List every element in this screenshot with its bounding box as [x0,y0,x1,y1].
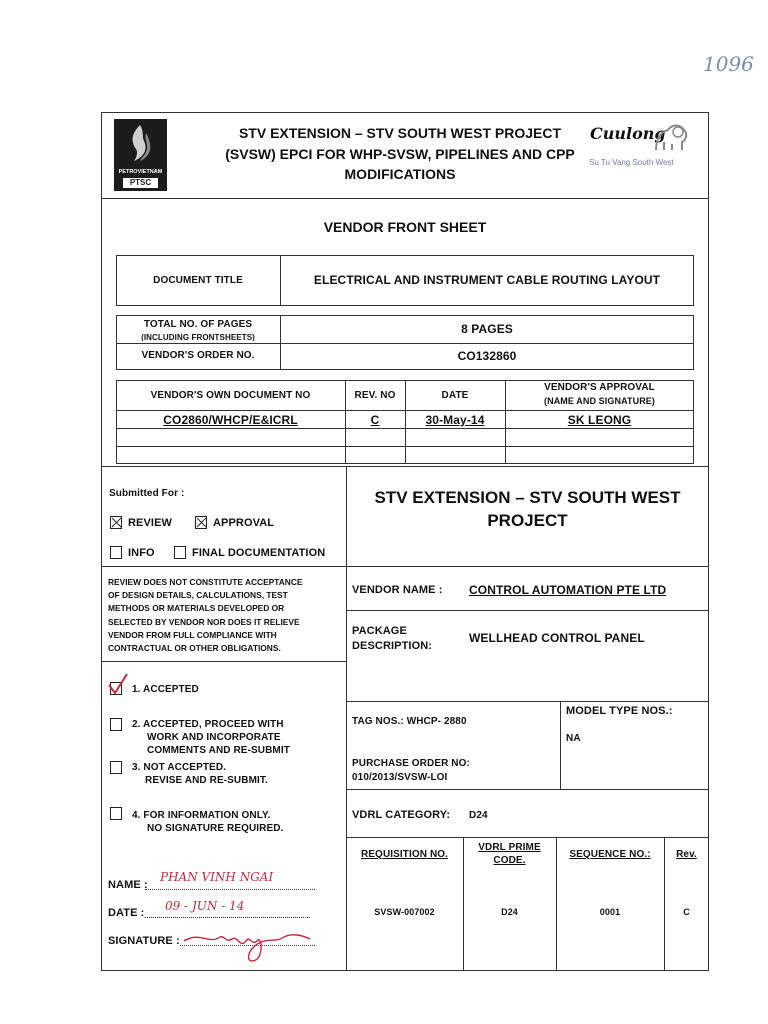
doc-table-date: 30-May-14 [425,413,485,427]
petrovietnam-logo [114,119,167,191]
package-label: PACKAGE [352,625,407,637]
status-info-only: 4. FOR INFORMATION ONLY. [132,810,271,821]
disclaimer-line: METHODS OR MATERIALS DEVELOPED OR [108,603,285,614]
po-label: PURCHASE ORDER NO: [352,758,470,769]
status-accepted-proceed-3: COMMENTS AND RE-SUBMIT [147,745,290,756]
header-title-2: (SVSW) EPCI FOR WHP-SVSW, PIPELINES AND CPP [225,146,575,162]
doc-table-rev: C [370,413,380,427]
disclaimer [108,576,340,655]
disclaimer-line: CONTRACTUAL OR OTHER OBLIGATIONS. [108,643,281,654]
review-checkbox[interactable] [110,516,122,529]
status-not-accepted: 3. NOT ACCEPTED. [132,762,227,773]
req-value-rev: C [683,907,690,917]
form-frame [101,112,709,971]
name-label: NAME : [108,879,148,891]
vendor-name-label: VENDOR NAME : [352,584,443,596]
disclaimer-line: SELECTED BY VENDOR NOR DOES IT RELIEVE [108,616,300,627]
info-only-checkbox[interactable] [110,807,122,820]
document-title-value: ELECTRICAL AND INSTRUMENT CABLE ROUTING LAYOUT [313,273,661,287]
project-title-1: STV EXTENSION – STV SOUTH WEST [374,488,681,507]
req-header-vdrl-prime: VDRL PRIME [478,842,541,853]
approval-checkbox[interactable] [195,516,207,529]
doc-table-header-docno: VENDOR'S OWN DOCUMENT NO [150,390,311,401]
status-accepted: 1. ACCEPTED [132,684,199,695]
signature-scribble [180,925,315,965]
req-header-vdrl-code: CODE. [493,855,526,866]
logo-text-1: PETROVIETNAM [118,169,163,175]
order-label: VENDOR'S ORDER NO. [141,350,255,361]
req-header-requisition: REQUISITION NO. [360,849,449,860]
not-accepted-checkbox[interactable] [110,761,122,774]
info-label: INFO [128,547,155,559]
vendor-name-value: CONTROL AUTOMATION PTE LTD [469,583,667,597]
header-title-1: STV EXTENSION – STV SOUTH WEST PROJECT [238,125,562,141]
vdrl-category-value: D24 [469,810,488,821]
req-value-vdrl-code: D24 [501,907,518,917]
final-doc-checkbox[interactable] [174,546,186,559]
name-handwritten: PHAN VINH NGAI [160,870,274,884]
doc-table-header-approval: VENDOR'S APPROVAL [544,382,655,393]
final-doc-label: FINAL DOCUMENTATION [192,547,326,559]
model-type-value: NA [566,733,581,744]
disclaimer-line: REVIEW DOES NOT CONSTITUTE ACCEPTANCE [108,577,303,587]
flame-icon [114,119,167,169]
check-mark-icon [106,672,130,696]
order-value: CO132860 [457,349,517,363]
header-title-3: MODIFICATIONS [344,166,456,182]
package-value: WELLHEAD CONTROL PANEL [469,631,645,645]
sheet-title: VENDOR FRONT SHEET [323,219,487,235]
date-handwritten: 09 - JUN - 14 [165,899,245,913]
status-accepted-proceed: 2. ACCEPTED, PROCEED WITH [132,719,284,730]
doc-table-header-date: DATE [441,390,469,401]
disclaimer-line: VENDOR FROM FULL COMPLIANCE WITH [108,629,277,640]
req-header-rev: Rev. [676,849,697,860]
total-pages-label-sub: (INCLUDING FRONTSHEETS) [141,333,255,341]
disclaimer-line: OF DESIGN DETAILS, CALCULATIONS, TEST [108,590,288,601]
header-divider [101,198,709,199]
req-header-sequence: SEQUENCE NO.: [569,849,651,860]
cuulong-brand-name: Cuulong [590,124,666,143]
total-pages-label: TOTAL NO. OF PAGES [143,319,253,330]
approval-label: APPROVAL [213,517,275,529]
accepted-proceed-checkbox[interactable] [110,718,122,731]
po-value: 010/2013/SVSW-LOI [352,772,448,783]
model-type-label: MODEL TYPE NOS.: [566,705,673,717]
status-info-only-2: NO SIGNATURE REQUIRED. [147,823,284,834]
doc-table-header-rev: REV. NO [354,390,396,401]
package-label-sub: DESCRIPTION: [352,640,433,652]
logo-text-2: PTSC [123,178,158,188]
status-accepted-proceed-2: WORK AND INCORPORATE [147,732,281,743]
info-checkbox[interactable] [110,546,122,559]
page-mark: 1096 [703,52,754,76]
submitted-label: Submitted For : [109,488,185,499]
status-not-accepted-2: REVISE AND RE-SUBMIT. [145,775,268,786]
doc-table-docno: CO2860/WHCP/E&ICRL [163,413,298,427]
review-label: REVIEW [128,517,172,529]
req-value-requisition: SVSW-007002 [374,907,435,917]
doc-table-header-approval-sub: (NAME AND SIGNATURE) [544,396,655,406]
lion-icon [650,120,690,156]
tag-nos: TAG NOS.: WHCP- 2880 [352,716,467,727]
date-label: DATE : [108,907,145,919]
req-value-sequence: 0001 [599,907,621,917]
doc-table-approval: SK LEONG [567,413,632,427]
document-title-label: DOCUMENT TITLE [153,275,243,286]
signature-label: SIGNATURE : [108,935,180,947]
total-pages-value: 8 PAGES [461,322,513,336]
vdrl-category-label: VDRL CATEGORY: [352,809,451,821]
cuulong-brand-sub: Su Tu Vang South West [589,158,674,167]
project-title-2: PROJECT [487,511,568,530]
